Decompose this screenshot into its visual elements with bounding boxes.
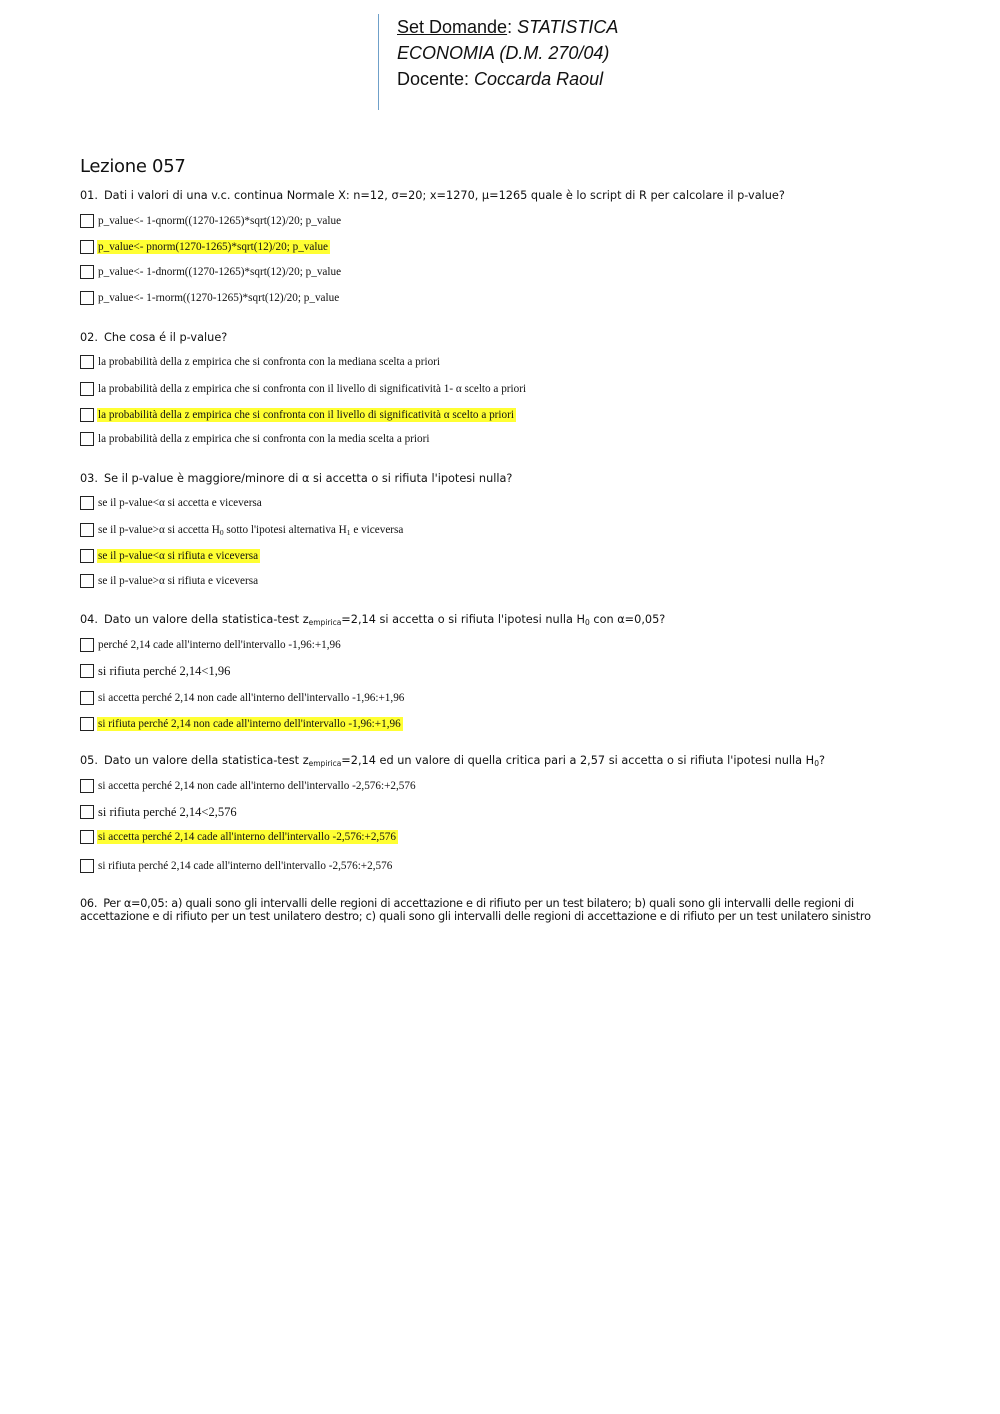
checkbox[interactable] — [80, 859, 94, 873]
question-text: Dato un valore della statistica-test z — [103, 613, 309, 626]
checkbox[interactable] — [80, 355, 94, 369]
subscript: empirica — [308, 618, 342, 627]
subject-line-1: STATISTICA — [517, 17, 619, 37]
subject-line-2: ECONOMIA (D.M. 270/04) — [397, 43, 610, 63]
answer-text: p_value<- 1-dnorm((1270-1265)*sqrt(12)/20; p_value — [98, 266, 342, 278]
checkbox[interactable] — [80, 638, 94, 652]
question-text: ? — [818, 754, 825, 767]
checkbox[interactable] — [80, 291, 94, 305]
checkbox[interactable] — [80, 574, 94, 588]
answer-text: la probabilità della z empirica che si confronta con la mediana scelta a priori — [98, 356, 440, 368]
question-number: 06. — [80, 897, 98, 910]
question-number: 02. — [80, 331, 98, 344]
answer-text: se il p-value<α si accetta e viceversa — [98, 497, 262, 509]
answer-text: p_value<- 1-qnorm((1270-1265)*sqrt(12)/20; p_value — [98, 215, 342, 227]
answer-text: p_value<- pnorm(1270-1265)*sqrt(12)/20; p_value — [98, 241, 329, 253]
answer-text: se il p-value<α si rifiuta e viceversa — [98, 550, 259, 562]
answer-text: si accetta perché 2,14 non cade all'interno dell'intervallo -1,96:+1,96 — [98, 692, 405, 704]
answer-text: la probabilità della z empirica che si confronta con la media scelta a priori — [98, 433, 430, 445]
checkbox[interactable] — [80, 214, 94, 228]
question-text: con α=0,05? — [589, 613, 666, 626]
question-text: Dati i valori di una v.c. continua Normale X: n=12, σ=20; x=1270, μ=1265 quale è lo script di R per calcolare il p-value? — [103, 189, 785, 202]
subscript: 0 — [219, 527, 224, 537]
answer-option-correct[interactable] — [80, 407, 516, 423]
question-number: 04. — [80, 613, 98, 626]
answer-text-part: e viceversa — [350, 523, 404, 536]
answer-text: si rifiuta perché 2,14<2,576 — [98, 804, 237, 819]
question-03 — [80, 472, 512, 485]
answer-option-correct[interactable] — [80, 239, 330, 255]
answer-text: p_value<- 1-rnorm((1270-1265)*sqrt(12)/20; p_value — [98, 292, 340, 304]
subscript: 0 — [584, 618, 590, 627]
question-04 — [80, 613, 665, 627]
answer-option[interactable] — [80, 637, 343, 653]
answer-text: si rifiuta perché 2,14<1,96 — [98, 663, 231, 678]
answer-option[interactable] — [80, 804, 239, 820]
checkbox[interactable] — [80, 496, 94, 510]
answer-text-part: sotto l'ipotesi alternativa H — [223, 523, 347, 536]
question-number: 03. — [80, 472, 98, 485]
answer-option-correct[interactable] — [80, 548, 260, 564]
header-line-3 — [397, 66, 618, 92]
checkbox[interactable] — [80, 779, 94, 793]
checkbox[interactable] — [80, 432, 94, 446]
answer-option[interactable] — [80, 264, 343, 280]
answer-option[interactable] — [80, 663, 232, 679]
set-label: Set Domande — [397, 17, 508, 37]
checkbox[interactable] — [80, 717, 94, 731]
answer-text: si rifiuta perché 2,14 non cade all'interno dell'intervallo -1,96:+1,96 — [98, 718, 401, 730]
answer-option[interactable] — [80, 522, 405, 538]
answer-option[interactable] — [80, 778, 418, 794]
header-line-2 — [397, 40, 618, 66]
document-header — [378, 14, 618, 110]
answer-option[interactable] — [80, 381, 528, 397]
answer-option[interactable] — [80, 690, 406, 706]
question-text: =2,14 ed un valore di quella critica pari a 2,57 si accetta o si rifiuta l'ipotesi nulla H — [341, 754, 815, 767]
answer-text: se il p-value>α si rifiuta e viceversa — [98, 575, 259, 587]
answer-option[interactable] — [80, 573, 260, 589]
answer-option[interactable] — [80, 354, 442, 370]
teacher-name: Coccarda Raoul — [474, 69, 604, 89]
question-01 — [80, 189, 785, 202]
answer-option[interactable] — [80, 213, 343, 229]
checkbox[interactable] — [80, 240, 94, 254]
checkbox[interactable] — [80, 408, 94, 422]
answer-option-correct[interactable] — [80, 716, 403, 732]
answer-text: si accetta perché 2,14 cade all'interno dell'intervallo -2,576:+2,576 — [98, 831, 396, 843]
answer-option[interactable] — [80, 431, 431, 447]
answer-option[interactable] — [80, 858, 394, 874]
checkbox[interactable] — [80, 664, 94, 678]
teacher-label: Docente: — [397, 69, 475, 89]
answer-text: si rifiuta perché 2,14 cade all'interno dell'intervallo -2,576:+2,576 — [98, 860, 393, 872]
checkbox[interactable] — [80, 382, 94, 396]
subscript: 0 — [814, 759, 819, 768]
question-05 — [80, 754, 825, 768]
answer-text: si accetta perché 2,14 non cade all'interno dell'intervallo -2,576:+2,576 — [98, 780, 416, 792]
header-line-1 — [397, 14, 618, 40]
lesson-title: Lezione 057 — [80, 156, 186, 177]
question-number: 01. — [80, 189, 98, 202]
answer-text: perché 2,14 cade all'interno dell'intervallo -1,96:+1,96 — [98, 639, 341, 651]
answer-text-part: se il p-value>α si accetta H — [98, 523, 220, 536]
question-number: 05. — [80, 754, 98, 767]
checkbox[interactable] — [80, 691, 94, 705]
question-02 — [80, 331, 227, 344]
question-text: Per α=0,05: a) quali sono gli intervalli delle regioni di accettazione e di rifiuto per un test bilatero; b) quali sono gli intervalli delle regioni di accettazione e di rifiuto per un test unilatero destro; c) quali sono gli intervalli delle regioni di accettazione e di rifiuto per un test unilatero sinistro — [80, 897, 871, 923]
checkbox[interactable] — [80, 265, 94, 279]
subscript: empirica — [308, 759, 342, 768]
question-06 — [80, 898, 920, 923]
question-text: =2,14 si accetta o si rifiuta l'ipotesi nulla H — [341, 613, 585, 626]
answer-option[interactable] — [80, 495, 264, 511]
answer-text: la probabilità della z empirica che si confronta con il livello di significatività 1- α scelto a priori — [98, 383, 527, 395]
checkbox[interactable] — [80, 805, 94, 819]
checkbox[interactable] — [80, 830, 94, 844]
question-text: Dato un valore della statistica-test z — [103, 754, 309, 767]
checkbox[interactable] — [80, 523, 94, 537]
answer-text: la probabilità della z empirica che si confronta con il livello di significatività α scelto a priori — [98, 409, 514, 421]
answer-text — [97, 523, 405, 538]
header-colon: : — [507, 17, 518, 37]
answer-option[interactable] — [80, 290, 341, 306]
checkbox[interactable] — [80, 549, 94, 563]
question-text: Che cosa é il p-value? — [103, 331, 228, 344]
question-text: Se il p-value è maggiore/minore di α si accetta o si rifiuta l'ipotesi nulla? — [103, 472, 513, 485]
answer-option-correct[interactable] — [80, 829, 398, 845]
subscript: 1 — [346, 527, 351, 537]
